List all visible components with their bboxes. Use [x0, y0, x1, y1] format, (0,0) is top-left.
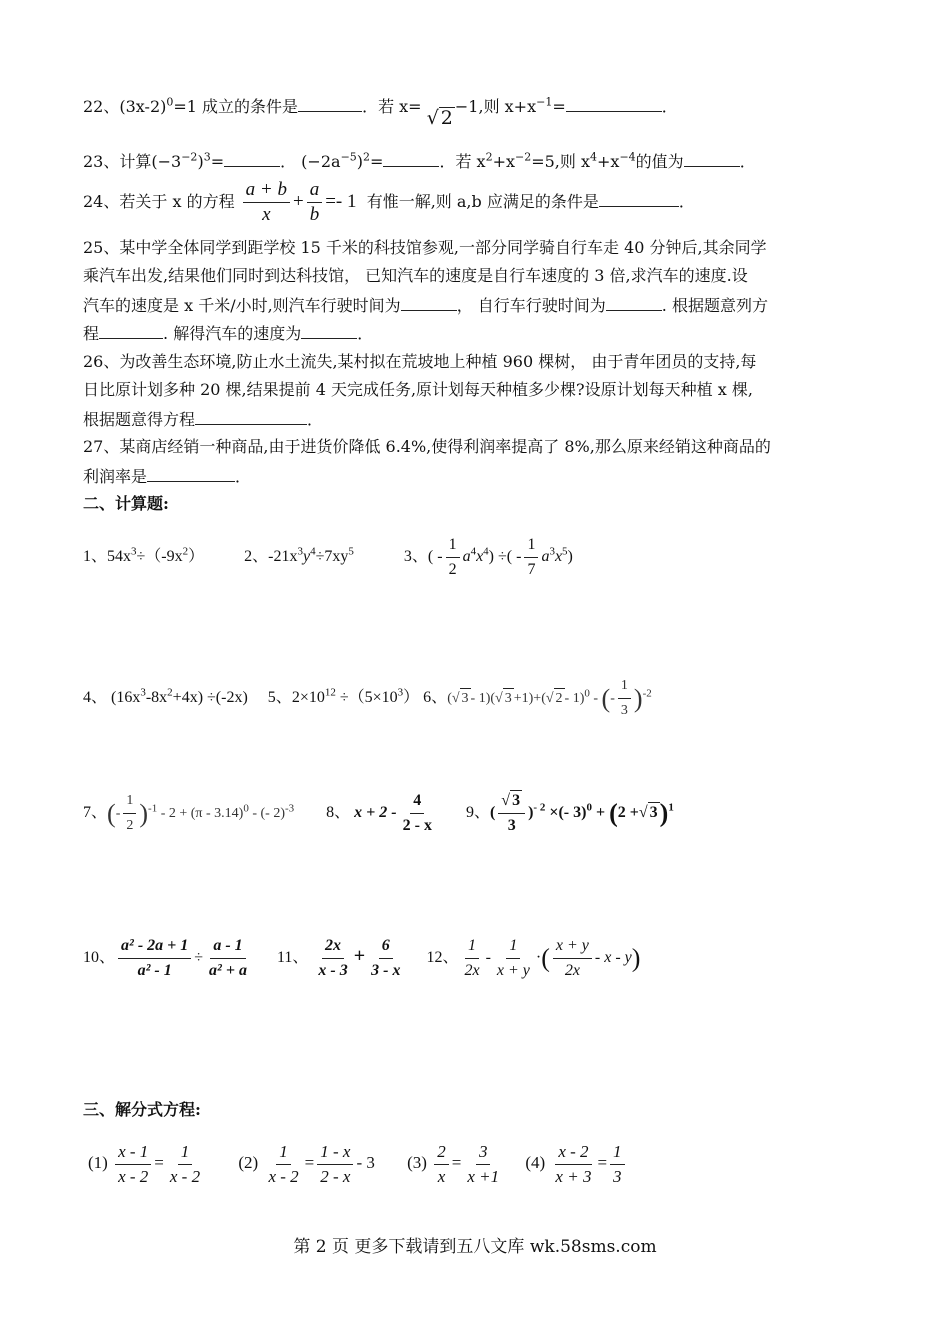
- sup: 0: [243, 802, 249, 815]
- operator: =: [154, 1153, 164, 1173]
- denominator: x: [437, 1167, 446, 1186]
- sup: −2: [181, 150, 198, 164]
- question-25-line-3: [83, 294, 768, 316]
- section-title-calculation: 二、计算题:: [83, 494, 169, 513]
- text: -8x: [145, 688, 168, 706]
- text: +4x) ÷(-2x): [172, 688, 248, 706]
- answer-blank[interactable]: [383, 150, 439, 167]
- question-26-line-1: 26、为改善生态环境,防止水土流失,某村拟在荒坡地上种植 960 棵树， 由于青年团员的支持,每: [83, 352, 757, 371]
- text: ) ÷( -: [488, 548, 522, 566]
- denominator: x +1: [467, 1167, 500, 1186]
- text: +x: [597, 152, 620, 171]
- paren: (: [541, 943, 550, 973]
- text: 2×10: [291, 688, 325, 706]
- sup: −4: [619, 150, 636, 164]
- text: ): [356, 152, 364, 171]
- question-24: [83, 180, 695, 225]
- text: ． (−2a: [280, 152, 341, 171]
- sup: 3: [203, 150, 211, 164]
- text: -21x: [268, 548, 298, 566]
- operator: ÷: [194, 949, 204, 967]
- sup: 0: [586, 801, 592, 814]
- denominator: 2 - x: [320, 1167, 351, 1186]
- sup: 1: [668, 801, 674, 814]
- fraction: [307, 180, 323, 225]
- text: ．若 x=: [362, 97, 422, 116]
- p-num: 10、: [83, 949, 116, 967]
- question-25-line-1: 25、某中学全体同学到距学校 15 千米的科技馆参观,一部分同学骑自行车走 40 分钟后,其余同学: [83, 238, 767, 257]
- denominator: x: [262, 204, 271, 225]
- denominator: a² + a: [209, 962, 247, 979]
- text: ( -: [427, 548, 443, 566]
- question-26-line-3: [83, 408, 323, 430]
- answer-blank[interactable]: [99, 322, 163, 339]
- text: (16x: [111, 688, 141, 706]
- text: +: [595, 803, 606, 821]
- p-num: 7、: [83, 803, 108, 821]
- question-22: 22、$(3x-2)^0=1$ 成立的条件是 ．若 x= √ 2−1,则 $x+x^{-1}=$ ．: [83, 95, 678, 129]
- text: 若关于 x 的方程: [119, 192, 235, 211]
- fraction: [400, 791, 435, 836]
- q-num: 23、: [83, 152, 120, 171]
- sup: 4: [470, 545, 477, 558]
- numerator: 1: [524, 535, 538, 558]
- problem-5: [267, 686, 420, 706]
- text: . 根据题意列方: [661, 296, 768, 315]
- text: ， 自行车行驶时间为: [456, 296, 606, 315]
- sup: −2: [515, 150, 532, 164]
- text: - (- 2): [252, 805, 285, 821]
- numerator: 1: [123, 791, 136, 814]
- problem-9: 9、( $\frac{√ 3}{3}$ )$^{- 2}$ ×(- 3)$^0$ + (2 +√ 3)$^1$: [465, 792, 674, 834]
- denominator: 2x: [464, 962, 480, 979]
- numerator: x - 1: [115, 1142, 151, 1165]
- problem-3: [403, 536, 573, 578]
- text: 程: [83, 324, 100, 343]
- problem-1: [83, 545, 205, 566]
- sup: 2: [182, 545, 189, 558]
- denominator: 2: [126, 817, 134, 833]
- text: ．: [739, 152, 756, 171]
- text: - 1)(: [470, 690, 496, 706]
- sup: 3: [131, 545, 137, 558]
- text: x + 2 -: [354, 803, 397, 821]
- sup: 4: [590, 150, 598, 164]
- paren: (: [107, 798, 116, 828]
- answer-blank[interactable]: [195, 408, 307, 425]
- sup: 3: [549, 545, 555, 558]
- p-num: 8、: [326, 803, 351, 821]
- denominator: x - 3: [318, 962, 348, 979]
- denominator: 7: [527, 561, 536, 578]
- answer-blank[interactable]: [566, 95, 662, 112]
- denominator: 3: [507, 817, 516, 834]
- sqrt-expression: √ 3: [452, 688, 471, 709]
- page-footer: 第 2 页 更多下载请到五八文库 wk.58sms.com: [293, 1237, 657, 1257]
- numerator: 1: [618, 676, 631, 699]
- denominator: 2 - x: [402, 816, 432, 834]
- q-num: 24、: [83, 192, 120, 211]
- text: ）: [403, 688, 420, 706]
- text: =1 成立的条件是: [173, 97, 299, 116]
- p-num: 6、: [423, 688, 448, 706]
- sup: −1: [536, 95, 553, 109]
- text: . 解得汽车的速度为: [163, 324, 302, 343]
- sup: 4: [310, 545, 316, 558]
- p-num: (2): [238, 1153, 259, 1173]
- equation-4: [525, 1142, 627, 1186]
- sup: - 2: [533, 801, 546, 814]
- text: −1,则 x+x: [454, 97, 537, 116]
- operator: +: [353, 945, 366, 968]
- question-23: [83, 150, 756, 172]
- text: ×(- 3): [549, 803, 587, 821]
- fraction: [115, 1142, 151, 1187]
- radicand: 3: [512, 792, 521, 809]
- denominator: x - 2: [169, 1167, 201, 1186]
- sqrt-expression: √ 3: [495, 688, 514, 709]
- fraction: [368, 936, 403, 981]
- fraction: [494, 936, 533, 981]
- numerator: 1 - x: [317, 1142, 353, 1165]
- numerator: 3: [476, 1142, 491, 1165]
- equation-3: [407, 1142, 505, 1186]
- text: ．若 x: [439, 152, 486, 171]
- answer-blank[interactable]: [147, 465, 235, 482]
- equation-1: [88, 1142, 206, 1186]
- text: =: [552, 97, 566, 116]
- text: ): [567, 548, 573, 566]
- fraction: [553, 936, 592, 981]
- equation-2: [238, 1142, 375, 1186]
- text: -: [593, 690, 599, 706]
- text: ÷（-9x: [136, 548, 183, 566]
- numerator: x + y: [553, 936, 592, 959]
- numerator: 1: [178, 1142, 193, 1165]
- radicand: 3: [649, 803, 658, 821]
- sup: -1: [148, 802, 158, 815]
- fraction: [610, 1142, 625, 1187]
- text: +1)+(: [513, 690, 546, 706]
- question-27-line-2: [83, 465, 251, 487]
- text: ）: [188, 548, 205, 566]
- text: ÷7xy: [315, 548, 349, 566]
- numerator: x - 2: [555, 1142, 591, 1165]
- answer-blank[interactable]: [224, 150, 280, 167]
- text: (3x-2): [119, 97, 167, 116]
- p-num: (1): [88, 1153, 108, 1173]
- text: 有惟一解,则 a,b 应满足的条件是: [366, 192, 599, 211]
- text: - 3: [356, 1153, 375, 1173]
- text: ．: [307, 410, 324, 429]
- numerator: 6: [379, 936, 393, 959]
- fraction: [317, 1142, 353, 1187]
- paren: ): [139, 798, 149, 828]
- fraction: [167, 1142, 203, 1187]
- denominator: 3 - x: [371, 962, 401, 979]
- p-num: (4): [525, 1153, 546, 1173]
- fraction: [123, 791, 136, 836]
- text: x: [554, 548, 563, 566]
- equation-row: [88, 1142, 628, 1187]
- operator: -: [485, 949, 491, 967]
- fraction: [315, 936, 350, 981]
- problem-row-2: [83, 676, 652, 721]
- denominator: 3: [613, 1167, 622, 1186]
- fraction: [434, 1142, 449, 1187]
- paren: (: [601, 683, 611, 713]
- answer-blank[interactable]: [301, 322, 357, 339]
- denominator: x - 2: [118, 1167, 149, 1186]
- text: 的值为: [635, 152, 684, 171]
- text: x: [476, 548, 484, 566]
- equals-rhs: =- 1: [325, 191, 357, 212]
- radicand: 2: [554, 688, 565, 709]
- text: - x - y: [594, 949, 632, 967]
- question-25-line-4: [83, 322, 373, 344]
- answer-blank[interactable]: [401, 294, 457, 311]
- problem-10: [83, 937, 253, 979]
- text: a: [541, 548, 550, 566]
- text: ．: [357, 324, 374, 343]
- p-num: 2、: [244, 548, 269, 566]
- text: -: [115, 805, 121, 821]
- problem-row-4: [83, 936, 640, 981]
- problem-4: [83, 686, 248, 706]
- question-26-line-2: 日比原计划多种 20 棵,结果提前 4 天完成任务,原计划每天种植多少棵?设原计划每天种植 x 棵,: [83, 380, 753, 399]
- p-num: 9、: [465, 803, 490, 821]
- sup: −5: [340, 150, 357, 164]
- sup: -2: [642, 687, 652, 700]
- denominator: 2x: [564, 962, 580, 979]
- fraction: [243, 180, 290, 225]
- text: 利润率是: [83, 467, 148, 486]
- numerator: 1: [276, 1142, 291, 1165]
- denominator: b: [309, 204, 320, 225]
- sqrt-expression: √ 3: [638, 803, 658, 821]
- sup: 2: [363, 150, 371, 164]
- text: y: [303, 548, 311, 566]
- p-num: 11、: [276, 949, 309, 967]
- numerator: a + b: [243, 180, 290, 203]
- numerator: 4: [410, 791, 424, 814]
- q-num: 22、: [83, 97, 120, 116]
- numerator: a - 1: [210, 936, 245, 959]
- text: =5,则 x: [531, 152, 591, 171]
- sup: -3: [284, 802, 295, 815]
- numerator: a: [307, 180, 323, 203]
- text: ．: [678, 192, 695, 211]
- sqrt-expression: √ 2: [426, 107, 453, 129]
- answer-blank[interactable]: [606, 294, 662, 311]
- denominator: x - 2: [268, 1167, 299, 1186]
- radicand: 3: [460, 688, 471, 709]
- sqrt-expression: √ 3: [501, 792, 521, 809]
- sup: 0: [166, 95, 174, 109]
- p-num: 1、: [83, 548, 108, 566]
- numerator: 1: [610, 1142, 625, 1165]
- answer-blank[interactable]: [298, 95, 362, 112]
- denominator: a² - 1: [137, 962, 172, 979]
- question-25-line-2: 乘汽车出发,结果他们同时到达科技馆， 已知汽车的速度是自行车速度的 3 倍,求汽车的速度.设: [83, 266, 748, 285]
- question-27-line-1: 27、某商店经销一种商品,由于进货价降低 6.4%,使得利润率提高了 8%,那么原来经销这种商品的: [83, 437, 771, 456]
- numerator: 2x: [322, 936, 344, 959]
- answer-blank[interactable]: [599, 190, 679, 207]
- numerator: 1: [506, 936, 520, 959]
- operator: =: [304, 1153, 315, 1173]
- fraction: [446, 535, 460, 580]
- problem-2: [244, 545, 354, 566]
- numerator: 1: [446, 535, 460, 558]
- problem-8: [326, 791, 438, 834]
- fraction: [552, 1142, 594, 1187]
- fraction: [618, 676, 631, 721]
- text: 计算(−3: [119, 152, 182, 171]
- p-num: 3、: [403, 548, 428, 566]
- denominator: 3: [620, 703, 628, 718]
- numerator: a² - 2a + 1: [118, 936, 191, 959]
- fraction: [265, 1142, 301, 1187]
- denominator: x + 3: [555, 1167, 592, 1186]
- text: ÷（5×10: [339, 688, 398, 706]
- text: a: [462, 548, 471, 566]
- sup: 3: [397, 686, 404, 699]
- text: 2 +: [617, 803, 639, 821]
- paren: ): [633, 683, 643, 713]
- fraction: [464, 1142, 502, 1187]
- problem-row-3: [83, 790, 674, 836]
- problem-6: 6、(√ 3 - 1)(√ 3 +1)+(√ 2 - 1)$^0$ - (- $\frac{1}{3}$ )$^{-2}$: [423, 691, 652, 706]
- fraction: [524, 535, 538, 580]
- section-title-fractional-equations: 三、解分式方程:: [83, 1100, 201, 1119]
- paren: (: [609, 798, 618, 827]
- fraction: [498, 790, 525, 836]
- fraction: [461, 936, 482, 981]
- sup: 3: [140, 686, 146, 699]
- radicand: 2: [440, 107, 453, 129]
- operator: +: [293, 191, 304, 212]
- text: 54x: [107, 548, 132, 566]
- fraction: [118, 936, 191, 981]
- sup: 0: [584, 687, 590, 700]
- text: - 2 + (π - 3.14): [160, 805, 244, 821]
- sup: 2: [485, 150, 493, 164]
- p-num: 4、: [83, 688, 108, 706]
- problem-7: [83, 792, 295, 833]
- text: ．: [235, 467, 252, 486]
- denominator: x + y: [496, 962, 530, 979]
- sqrt-expression: √ 2: [546, 688, 565, 709]
- numerator: 2: [434, 1142, 449, 1165]
- operator: =: [451, 1153, 462, 1173]
- sup: 12: [324, 686, 336, 699]
- text: 汽车的速度是 x 千米/小时,则汽车行驶时间为: [83, 296, 401, 315]
- operator: ·: [535, 949, 542, 967]
- sup: 4: [483, 545, 489, 558]
- numerator: 1: [465, 936, 479, 959]
- problem-12: [426, 937, 641, 979]
- p-num: (3): [407, 1153, 427, 1173]
- problem-11: [276, 937, 406, 979]
- problem-row-1: [83, 535, 573, 580]
- text: (: [447, 690, 452, 706]
- sup: 3: [297, 545, 303, 558]
- denominator: 2: [448, 561, 457, 578]
- operator: =: [597, 1153, 608, 1173]
- p-num: 5、: [267, 688, 292, 706]
- text: ): [197, 152, 204, 171]
- text: 根据题意得方程: [83, 410, 196, 429]
- paren: ): [659, 798, 669, 827]
- text: =: [210, 152, 225, 171]
- p-num: 12、: [426, 949, 459, 967]
- sup: 2: [167, 686, 173, 699]
- radicand: 3: [503, 688, 514, 709]
- sup: 5: [562, 545, 568, 558]
- sup: 5: [348, 545, 354, 558]
- paren: ): [631, 943, 641, 973]
- text: =: [370, 152, 384, 171]
- fraction: [206, 936, 250, 981]
- text: - 1): [564, 690, 585, 706]
- answer-blank[interactable]: [684, 150, 740, 167]
- text: +x: [492, 152, 515, 171]
